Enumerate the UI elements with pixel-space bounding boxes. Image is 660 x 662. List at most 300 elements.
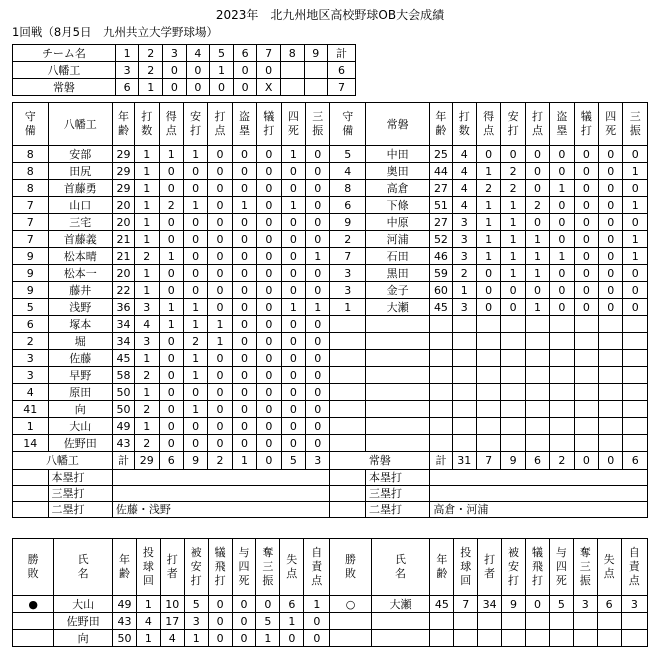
pitching-stat-header: 奪三振 bbox=[256, 539, 280, 596]
stat-cell bbox=[452, 418, 476, 435]
pitching-stat-cell: 0 bbox=[208, 596, 232, 613]
inning-score-cell: 6 bbox=[115, 79, 139, 96]
pitching-stat-cell: 1 bbox=[304, 596, 330, 613]
pitching-stat-cell bbox=[597, 630, 621, 647]
stat-cell: 0 bbox=[208, 435, 232, 452]
stat-cell bbox=[550, 367, 574, 384]
stat-cell bbox=[430, 350, 452, 367]
stat-cell: 1 bbox=[159, 316, 183, 333]
stat-cell: 0 bbox=[208, 163, 232, 180]
stat-cell: 1 bbox=[501, 265, 525, 282]
stat-cell: 0 bbox=[550, 214, 574, 231]
stat-cell: 1 bbox=[135, 163, 159, 180]
stat-cell: 29 bbox=[112, 146, 134, 163]
pitching-stat-header: 奪三振 bbox=[573, 539, 597, 596]
stat-cell bbox=[430, 316, 452, 333]
pitching-stat-cell: 0 bbox=[304, 630, 330, 647]
stat-cell: 45 bbox=[430, 299, 452, 316]
stat-cell: 0 bbox=[525, 180, 549, 197]
pitcher-name-cell: 向 bbox=[54, 630, 113, 647]
totals-stat-cell: 3 bbox=[306, 452, 330, 470]
stat-cell: 0 bbox=[183, 180, 207, 197]
stat-cell: 0 bbox=[281, 401, 305, 418]
stat-cell: 0 bbox=[306, 418, 330, 435]
stat-cell bbox=[525, 418, 549, 435]
stat-header: 三振 bbox=[623, 103, 648, 146]
inning-score-cell: 0 bbox=[233, 79, 257, 96]
stat-cell: 0 bbox=[257, 214, 281, 231]
batting-row bbox=[13, 282, 648, 299]
stat-cell: 0 bbox=[159, 231, 183, 248]
stat-cell bbox=[476, 367, 500, 384]
inning-header: 8 bbox=[280, 45, 304, 62]
stat-cell bbox=[599, 367, 623, 384]
player-name-cell: 首藤義 bbox=[48, 231, 112, 248]
stat-cell bbox=[574, 418, 598, 435]
player-name-cell: 松本一 bbox=[48, 265, 112, 282]
position-cell bbox=[330, 384, 366, 401]
stat-cell: 1 bbox=[476, 197, 500, 214]
stat-cell: 0 bbox=[159, 435, 183, 452]
player-name-cell: 黒田 bbox=[365, 265, 429, 282]
totals-stat-cell: 0 bbox=[599, 452, 623, 470]
stat-cell: 1 bbox=[501, 214, 525, 231]
pitching-stat-header: 犠飛打 bbox=[526, 539, 550, 596]
team-name-header: チーム名 bbox=[13, 45, 116, 62]
hit-type-label: 三塁打 bbox=[48, 486, 112, 502]
stat-cell: 1 bbox=[183, 401, 207, 418]
pitcher-name-cell bbox=[371, 613, 430, 630]
stat-cell: 0 bbox=[599, 248, 623, 265]
stat-cell: 0 bbox=[599, 214, 623, 231]
stat-header: 犠打 bbox=[257, 103, 281, 146]
player-name-cell: 早野 bbox=[48, 367, 112, 384]
pitching-stat-cell: 0 bbox=[232, 630, 256, 647]
stat-cell: 0 bbox=[257, 265, 281, 282]
totals-stat-cell: 31 bbox=[452, 452, 476, 470]
stat-header: 打点 bbox=[208, 103, 232, 146]
stat-header: 年齢 bbox=[112, 103, 134, 146]
stat-cell: 0 bbox=[306, 401, 330, 418]
inning-header: 1 bbox=[115, 45, 139, 62]
totals-stat-cell: 9 bbox=[183, 452, 207, 470]
position-cell bbox=[330, 418, 366, 435]
stat-cell: 22 bbox=[112, 282, 134, 299]
player-name-cell: 高倉 bbox=[365, 180, 429, 197]
position-cell: 9 bbox=[13, 248, 49, 265]
stat-header: 安打 bbox=[183, 103, 207, 146]
stat-cell: 2 bbox=[183, 333, 207, 350]
inning-score-cell: 6 bbox=[328, 62, 356, 79]
stat-cell: 0 bbox=[623, 265, 648, 282]
stat-cell: 0 bbox=[208, 146, 232, 163]
position-cell bbox=[330, 316, 366, 333]
stat-cell bbox=[550, 384, 574, 401]
inning-score-cell: 0 bbox=[210, 79, 234, 96]
stat-cell bbox=[452, 333, 476, 350]
stat-cell: 0 bbox=[257, 180, 281, 197]
stat-cell bbox=[623, 384, 648, 401]
stat-cell: 0 bbox=[599, 231, 623, 248]
blank-cell bbox=[330, 486, 366, 502]
pitching-stat-cell bbox=[478, 613, 502, 630]
position-cell: 6 bbox=[13, 316, 49, 333]
stat-cell: 1 bbox=[135, 282, 159, 299]
stat-cell: 2 bbox=[501, 163, 525, 180]
position-cell bbox=[330, 367, 366, 384]
stat-header: 四死 bbox=[281, 103, 305, 146]
stat-cell: 0 bbox=[183, 163, 207, 180]
position-cell: 4 bbox=[13, 384, 49, 401]
player-name-cell: 下條 bbox=[365, 197, 429, 214]
stat-cell: 0 bbox=[208, 367, 232, 384]
pitcher-name-cell bbox=[371, 630, 430, 647]
player-name-cell: 河浦 bbox=[365, 231, 429, 248]
stat-cell: 1 bbox=[135, 197, 159, 214]
stat-cell: 0 bbox=[476, 299, 500, 316]
stat-cell: 0 bbox=[599, 299, 623, 316]
stat-cell: 1 bbox=[550, 248, 574, 265]
stat-cell bbox=[452, 350, 476, 367]
pitching-stat-cell bbox=[549, 613, 573, 630]
position-cell: 1 bbox=[13, 418, 49, 435]
result-mark-cell bbox=[13, 630, 54, 647]
inning-score-cell bbox=[280, 79, 304, 96]
player-name-cell bbox=[365, 367, 429, 384]
stat-cell bbox=[501, 384, 525, 401]
stat-cell: 0 bbox=[306, 350, 330, 367]
blank-cell bbox=[330, 470, 366, 486]
stat-cell: 3 bbox=[452, 214, 476, 231]
stat-cell: 0 bbox=[183, 248, 207, 265]
stat-cell bbox=[430, 367, 452, 384]
batting-row bbox=[13, 265, 648, 282]
extra-base-hit-row bbox=[13, 486, 648, 502]
stat-cell: 0 bbox=[525, 282, 549, 299]
stat-cell: 0 bbox=[183, 384, 207, 401]
stat-cell: 0 bbox=[281, 350, 305, 367]
player-name-cell: 石田 bbox=[365, 248, 429, 265]
stat-cell: 46 bbox=[430, 248, 452, 265]
stat-cell: 1 bbox=[135, 384, 159, 401]
pitching-stat-header: 失点 bbox=[280, 539, 304, 596]
team-name-cell: 常磐 bbox=[13, 79, 116, 96]
stat-cell: 45 bbox=[112, 350, 134, 367]
position-cell: 3 bbox=[330, 265, 366, 282]
line-score-table bbox=[12, 44, 356, 96]
stat-cell: 0 bbox=[208, 350, 232, 367]
stat-cell bbox=[452, 367, 476, 384]
stat-cell: 0 bbox=[623, 146, 648, 163]
hit-players-cell bbox=[430, 486, 648, 502]
stat-cell bbox=[476, 350, 500, 367]
stat-header: 打点 bbox=[525, 103, 549, 146]
stat-header: 四死 bbox=[599, 103, 623, 146]
pitching-stat-cell: 4 bbox=[136, 613, 160, 630]
stat-cell: 1 bbox=[476, 248, 500, 265]
stat-cell: 0 bbox=[208, 282, 232, 299]
stat-cell: 1 bbox=[281, 146, 305, 163]
stat-cell bbox=[525, 316, 549, 333]
batting-row bbox=[13, 214, 648, 231]
stat-cell: 3 bbox=[452, 248, 476, 265]
stat-cell: 0 bbox=[525, 146, 549, 163]
hit-players-cell: 佐藤・浅野 bbox=[112, 502, 330, 518]
stat-cell: 29 bbox=[112, 180, 134, 197]
position-cell: 7 bbox=[13, 197, 49, 214]
stat-cell: 0 bbox=[525, 163, 549, 180]
stat-cell bbox=[525, 435, 549, 452]
team-name-cell: 八幡工 bbox=[13, 62, 116, 79]
inning-score-cell: 0 bbox=[186, 79, 210, 96]
pitching-stat-cell: 1 bbox=[256, 630, 280, 647]
position-cell: 9 bbox=[330, 214, 366, 231]
batting-row bbox=[13, 299, 648, 316]
pitcher-name-cell: 大瀬 bbox=[371, 596, 430, 613]
stat-cell: 1 bbox=[183, 197, 207, 214]
stat-cell: 1 bbox=[159, 248, 183, 265]
stat-header: 得点 bbox=[159, 103, 183, 146]
position-cell: 8 bbox=[13, 180, 49, 197]
player-name-cell: 塚本 bbox=[48, 316, 112, 333]
player-name-cell bbox=[365, 418, 429, 435]
stat-cell: 0 bbox=[281, 265, 305, 282]
stat-cell bbox=[623, 401, 648, 418]
pitching-stat-cell: 7 bbox=[454, 596, 478, 613]
player-name-cell bbox=[365, 435, 429, 452]
pitching-stat-cell: 6 bbox=[597, 596, 621, 613]
stat-cell bbox=[623, 333, 648, 350]
pitching-stat-cell: 0 bbox=[526, 596, 550, 613]
stat-cell: 0 bbox=[232, 367, 256, 384]
stat-cell: 0 bbox=[281, 384, 305, 401]
stat-cell: 2 bbox=[452, 265, 476, 282]
position-cell: 14 bbox=[13, 435, 49, 452]
stat-cell: 0 bbox=[159, 214, 183, 231]
stat-cell: 0 bbox=[476, 146, 500, 163]
stat-cell: 0 bbox=[232, 282, 256, 299]
pitching-stat-cell: 0 bbox=[304, 613, 330, 630]
stat-cell: 0 bbox=[159, 418, 183, 435]
stat-cell bbox=[599, 418, 623, 435]
pitching-stat-cell: 45 bbox=[430, 596, 454, 613]
stat-cell bbox=[599, 435, 623, 452]
pitching-stat-cell bbox=[478, 630, 502, 647]
inning-score-cell: 0 bbox=[233, 62, 257, 79]
player-name-cell bbox=[365, 401, 429, 418]
stat-cell bbox=[525, 384, 549, 401]
totals-stat-cell: 6 bbox=[623, 452, 648, 470]
position-header: 守備 bbox=[13, 103, 49, 146]
stat-cell: 1 bbox=[623, 231, 648, 248]
position-cell: 5 bbox=[330, 146, 366, 163]
pitching-stat-header: 犠飛打 bbox=[208, 539, 232, 596]
stat-cell: 4 bbox=[452, 146, 476, 163]
stat-cell bbox=[623, 435, 648, 452]
totals-label-cell: 計 bbox=[430, 452, 452, 470]
pitching-stat-cell: 0 bbox=[208, 613, 232, 630]
stat-cell: 1 bbox=[525, 299, 549, 316]
result-header: 勝敗 bbox=[330, 539, 371, 596]
position-cell: 8 bbox=[13, 146, 49, 163]
pitching-stat-cell bbox=[621, 630, 647, 647]
player-name-cell: 浅野 bbox=[48, 299, 112, 316]
stat-cell: 0 bbox=[574, 180, 598, 197]
pitching-stat-header: 与四死 bbox=[232, 539, 256, 596]
stat-cell: 1 bbox=[623, 163, 648, 180]
pitcher-name-cell: 大山 bbox=[54, 596, 113, 613]
pitching-stat-cell: 34 bbox=[478, 596, 502, 613]
batting-totals-row bbox=[13, 452, 648, 470]
totals-stat-cell: 0 bbox=[574, 452, 598, 470]
stat-cell: 0 bbox=[281, 282, 305, 299]
pitching-stat-cell: 0 bbox=[232, 596, 256, 613]
totals-stat-cell: 2 bbox=[550, 452, 574, 470]
pitching-stat-cell: 3 bbox=[573, 596, 597, 613]
player-name-cell: 佐藤 bbox=[48, 350, 112, 367]
pitching-stat-header: 投球回 bbox=[454, 539, 478, 596]
pitching-stat-cell: 1 bbox=[136, 630, 160, 647]
player-name-cell bbox=[365, 333, 429, 350]
stat-cell bbox=[599, 401, 623, 418]
player-name-cell: 大山 bbox=[48, 418, 112, 435]
batting-row bbox=[13, 384, 648, 401]
stat-cell: 0 bbox=[574, 265, 598, 282]
stat-cell: 2 bbox=[135, 435, 159, 452]
stat-cell bbox=[430, 418, 452, 435]
inning-score-cell bbox=[304, 79, 328, 96]
hit-type-label: 二塁打 bbox=[365, 502, 429, 518]
inning-score-cell: 0 bbox=[257, 62, 281, 79]
stat-cell bbox=[525, 350, 549, 367]
stat-cell: 1 bbox=[501, 197, 525, 214]
stat-cell: 1 bbox=[623, 197, 648, 214]
stat-cell: 0 bbox=[257, 163, 281, 180]
pitching-stat-cell bbox=[597, 613, 621, 630]
inning-score-cell: X bbox=[257, 79, 281, 96]
pitching-stat-cell bbox=[549, 630, 573, 647]
stat-cell bbox=[501, 367, 525, 384]
stat-cell: 59 bbox=[430, 265, 452, 282]
stat-cell: 0 bbox=[281, 163, 305, 180]
stat-cell: 1 bbox=[525, 265, 549, 282]
stat-cell: 0 bbox=[208, 299, 232, 316]
stat-cell: 0 bbox=[574, 282, 598, 299]
batting-header-row bbox=[13, 103, 648, 146]
stat-cell: 0 bbox=[208, 180, 232, 197]
stat-cell: 0 bbox=[281, 435, 305, 452]
stat-cell: 0 bbox=[306, 146, 330, 163]
stat-header: 得点 bbox=[476, 103, 500, 146]
stat-cell: 2 bbox=[135, 401, 159, 418]
stat-cell bbox=[599, 316, 623, 333]
stat-cell: 0 bbox=[306, 435, 330, 452]
stat-cell: 1 bbox=[159, 146, 183, 163]
batting-row bbox=[13, 333, 648, 350]
stat-cell: 0 bbox=[281, 231, 305, 248]
pitching-stat-cell: 0 bbox=[280, 630, 304, 647]
stat-cell: 52 bbox=[430, 231, 452, 248]
stat-cell: 1 bbox=[183, 146, 207, 163]
stat-cell: 0 bbox=[306, 367, 330, 384]
totals-stat-cell: 9 bbox=[501, 452, 525, 470]
stat-cell: 0 bbox=[257, 146, 281, 163]
batting-row bbox=[13, 146, 648, 163]
blank-cell bbox=[13, 470, 49, 486]
result-mark-cell: ○ bbox=[330, 596, 371, 613]
pitching-stat-cell: 9 bbox=[502, 596, 526, 613]
stat-cell: 0 bbox=[550, 231, 574, 248]
player-name-cell: 中原 bbox=[365, 214, 429, 231]
totals-stat-cell: 6 bbox=[159, 452, 183, 470]
stat-cell bbox=[501, 333, 525, 350]
pitching-table bbox=[12, 538, 648, 647]
stat-cell: 27 bbox=[430, 214, 452, 231]
stat-cell bbox=[525, 367, 549, 384]
stat-cell: 1 bbox=[281, 197, 305, 214]
extra-base-hit-row bbox=[13, 470, 648, 486]
stat-cell: 0 bbox=[232, 316, 256, 333]
player-name-cell: 三宅 bbox=[48, 214, 112, 231]
totals-stat-cell: 1 bbox=[232, 452, 256, 470]
hit-type-label: 本塁打 bbox=[365, 470, 429, 486]
stat-cell bbox=[452, 435, 476, 452]
stat-header: 盗塁 bbox=[550, 103, 574, 146]
stat-cell: 0 bbox=[306, 180, 330, 197]
stat-cell: 0 bbox=[232, 401, 256, 418]
stat-cell: 0 bbox=[574, 231, 598, 248]
stat-cell: 0 bbox=[574, 299, 598, 316]
stat-cell: 34 bbox=[112, 316, 134, 333]
stat-cell: 0 bbox=[208, 231, 232, 248]
hit-type-label: 二塁打 bbox=[48, 502, 112, 518]
stat-cell: 0 bbox=[476, 282, 500, 299]
stat-cell bbox=[599, 350, 623, 367]
stat-cell bbox=[574, 435, 598, 452]
inning-score-cell: 0 bbox=[186, 62, 210, 79]
stat-cell: 1 bbox=[501, 231, 525, 248]
stat-cell: 44 bbox=[430, 163, 452, 180]
pitching-stat-cell bbox=[526, 630, 550, 647]
stat-cell: 0 bbox=[257, 316, 281, 333]
stat-cell: 0 bbox=[550, 146, 574, 163]
position-cell: 1 bbox=[330, 299, 366, 316]
stat-cell: 0 bbox=[599, 282, 623, 299]
pitching-stat-cell: 43 bbox=[113, 613, 137, 630]
pitching-stat-cell bbox=[573, 613, 597, 630]
stat-cell bbox=[476, 316, 500, 333]
stat-cell: 1 bbox=[306, 299, 330, 316]
stat-cell: 1 bbox=[135, 146, 159, 163]
stat-cell: 0 bbox=[159, 265, 183, 282]
stat-cell: 0 bbox=[306, 214, 330, 231]
stat-cell: 0 bbox=[574, 163, 598, 180]
stat-cell: 58 bbox=[112, 367, 134, 384]
pitching-stat-cell bbox=[454, 630, 478, 647]
stat-cell: 0 bbox=[306, 316, 330, 333]
batting-row bbox=[13, 418, 648, 435]
stat-cell: 0 bbox=[599, 197, 623, 214]
player-name-cell: 堀 bbox=[48, 333, 112, 350]
stat-cell: 0 bbox=[232, 146, 256, 163]
line-score-row bbox=[13, 79, 356, 96]
pitching-stat-cell bbox=[502, 613, 526, 630]
stat-cell: 27 bbox=[430, 180, 452, 197]
player-name-cell: 安部 bbox=[48, 146, 112, 163]
stat-cell: 3 bbox=[135, 333, 159, 350]
stat-cell bbox=[550, 350, 574, 367]
inning-score-cell: 0 bbox=[163, 79, 187, 96]
